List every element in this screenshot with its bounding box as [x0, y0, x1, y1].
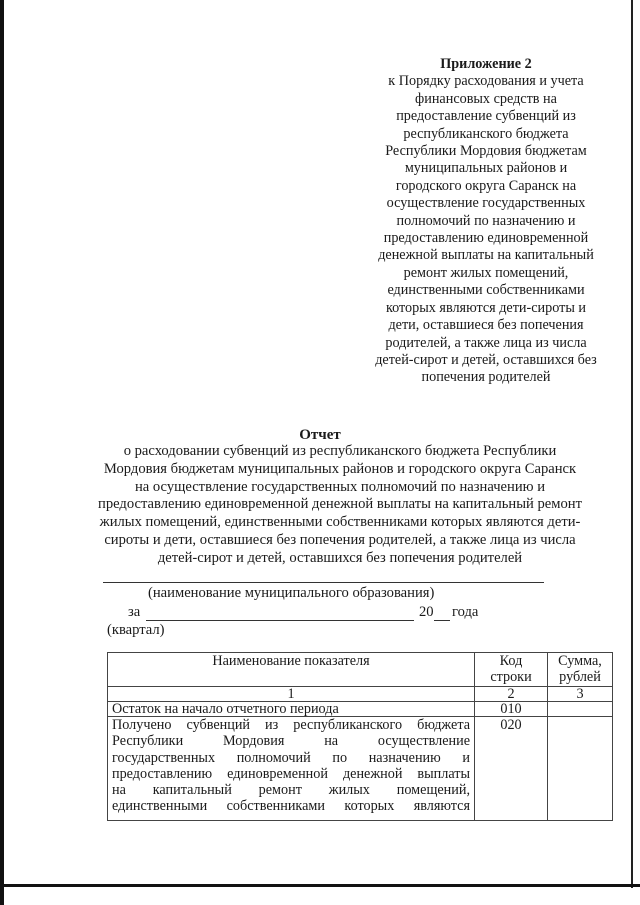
report-line: о расходовании субвенций из республиканского бюджета Республики: [123, 443, 557, 459]
row-name-line: Получено субвенций из республиканского бюджета: [112, 717, 470, 733]
scan-right-edge: [631, 0, 633, 888]
row-sum-cell[interactable]: [548, 702, 613, 717]
table-row: [108, 702, 613, 717]
appendix-line: городского округа Саранск на: [395, 177, 577, 194]
appendix-line: республиканского бюджета: [403, 125, 569, 142]
year-suffix: года: [452, 604, 479, 620]
appendix-line: денежной выплаты на капитальный: [378, 247, 594, 264]
row-name-line: на капитальный ремонт жилых помещений,: [112, 782, 470, 799]
header-sum: Сумма, рублей: [548, 653, 613, 687]
row-name-line: единственными собственниками которых являются: [112, 798, 470, 815]
report-line: сироты и дети, оставшиеся без попечения родителей, а также лица из числа: [104, 531, 576, 548]
appendix-line: муниципальных районов и: [404, 160, 568, 177]
quarter-blank-line[interactable]: [146, 620, 414, 621]
row-name: Остаток на начало отчетного периода: [108, 702, 475, 717]
report-table: [107, 652, 613, 821]
appendix-line: предоставление субвенций из: [396, 108, 576, 125]
table-header-row: [108, 653, 613, 687]
appendix-line: к Порядку расходования и учета: [388, 73, 584, 90]
report-line: жилых помещений, единственными собственниками которых являются дети-: [99, 514, 581, 531]
table-row: [108, 717, 613, 821]
appendix-line: финансовых средств на: [415, 90, 557, 107]
report-line: Мордовия бюджетам муниципальных районов и городского округа Саранск: [103, 460, 577, 477]
appendix-line: родителей, а также лица из числа: [385, 334, 587, 351]
appendix-title: Приложение 2: [440, 56, 532, 72]
column-number: 1: [108, 687, 475, 702]
year-blank-line[interactable]: [434, 620, 450, 621]
scan-bottom-edge: [0, 884, 640, 887]
report-description: [95, 443, 585, 568]
appendix-line: Республики Мордовия бюджетам: [385, 143, 587, 160]
year-prefix: 20: [419, 604, 434, 620]
column-number: 3: [548, 687, 613, 702]
report-line: детей-сирот и детей, оставшихся без попечения родителей: [157, 549, 523, 566]
row-sum-cell[interactable]: [548, 717, 613, 821]
report-line: предоставлению единовременной денежной выплаты на капитальный ремонт: [98, 496, 582, 513]
header-name: Наименование показателя: [108, 653, 475, 687]
quarter-hint: (квартал): [107, 622, 165, 638]
appendix-line: ремонт жилых помещений,: [403, 264, 569, 281]
row-name-line: Республики Мордовия на осуществление: [112, 733, 470, 750]
column-number-row: [108, 687, 613, 702]
appendix-line: полномочий по назначению и: [396, 212, 576, 229]
appendix-line: предоставлению единовременной: [383, 230, 589, 247]
row-name-line: предоставлению единовременной денежной выплаты: [112, 765, 470, 782]
appendix-line: осуществление государственных: [386, 195, 586, 212]
appendix-line: которых являются дети-сироты и: [385, 299, 587, 316]
header-code: Код строки: [475, 653, 548, 687]
appendix-line: детей-сирот и детей, оставшихся без: [375, 351, 597, 368]
appendix-line: попечения родителей: [421, 369, 551, 386]
period-prefix: за: [128, 604, 141, 620]
row-code: 010: [475, 702, 548, 717]
row-name: [108, 717, 475, 821]
municipality-hint: (наименование муниципального образования): [148, 585, 435, 601]
report-line: на осуществление государственных полномочий по назначению и: [134, 478, 546, 495]
row-name-line: государственных полномочий по назначению и: [112, 749, 470, 766]
appendix-line: дети, оставшиеся без попечения: [388, 317, 584, 334]
scan-left-edge: [0, 0, 4, 905]
municipality-blank-line[interactable]: [103, 582, 544, 583]
report-title: Отчет: [299, 427, 341, 443]
column-number: 2: [475, 687, 548, 702]
appendix-line: единственными собственниками: [387, 282, 585, 299]
row-code: 020: [475, 717, 548, 821]
appendix-block: [368, 56, 604, 387]
